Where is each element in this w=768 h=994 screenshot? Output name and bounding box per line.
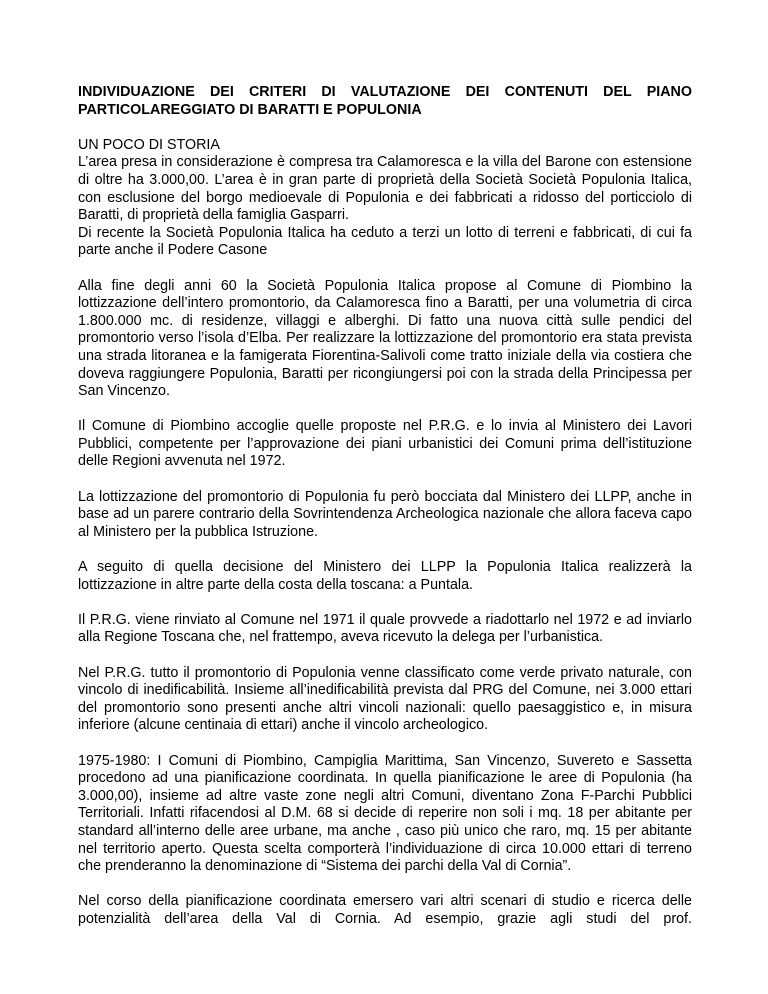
paragraph-prg-returned: Il P.R.G. viene rinviato al Comune nel 1971 il quale provvede a riadottarlo nel 1972 e ad inviarlo alla Regione Toscana che, nel frattempo, aveva ricevuto la delega per l’urbanistica. xyxy=(78,611,692,646)
paragraph-area-description: L’area presa in considerazione è compresa tra Calamoresca e la villa del Barone con estensione di oltre ha 3.000,00. L’area è in gran parte di proprietà della Società Società Populonia Italica, con esclusione del borgo medioevale di Populonia e dei fabbricati a ridosso del porticciolo di Baratti, di proprietà della famiglia Gasparri. xyxy=(78,154,692,224)
section-heading: UN POCO DI STORIA xyxy=(78,136,220,153)
paragraph-pianificazione-coordinata: 1975-1980: I Comuni di Piombino, Campiglia Marittima, San Vincenzo, Suvereto e Sassetta procedono ad una pianificazione coordinata. In quella pianificazione le aree di Populonia (ha 3.000,00), insieme ad altre vaste zone negli altri Comuni, diventano Zona F-Parchi Pubblici Territoriali. Infatti rifacendosi al D.M. 68 si decide di reperire non soli i mq. 18 per abitante per standard all’interno delle aree urbane, ma anche , caso più unico che raro, mq. 15 per abitante nel territorio aperto. Questa scelta comporterà l’individuazione di circa 10.000 ettari di terreno che prenderanno la denominazione di “Sistema dei parchi della Val di Cornia”. xyxy=(78,752,692,875)
paragraph-lottizzazione-proposal: Alla fine degli anni 60 la Società Populonia Italica propose al Comune di Piombino la lottizzazione dell’intero promontorio, da Calamoresca fino a Baratti, per una volumetria di circa 1.800.000 mc. di residenze, villaggi e alberghi. Di fatto una nuova città sulle pendici del promontorio verso l’isola d’Elba. Per realizzare la lottizzazione del promontorio era stata prevista una strada litoranea e la famigerata Fiorentina-Salivoli come tratto iniziale della via costiera che doveva raggiungere Populonia, Baratti per ricongiungersi poi con la strada della Principessa per San Vincenzo. xyxy=(78,277,692,400)
paragraph-puntala: A seguito di quella decisione del Ministero dei LLPP la Populonia Italica realizzerà la lottizzazione in altre parte della costa della toscana: a Puntala. xyxy=(78,559,692,593)
paragraph-ministry-rejection: La lottizzazione del promontorio di Populonia fu però bocciata dal Ministero dei LLPP, anche in base ad un parere contrario della Sovrintendenza Archeologica nazionale che allora faceva capo al Ministero per la pubblica Istruzione. xyxy=(78,488,692,540)
document-title: INDIVIDUAZIONE DEI CRITERI DI VALUTAZIONE DEI CONTENUTI DEL PIANO PARTICOLAREGGIATO DI BARATTI E POPULONIA xyxy=(78,84,692,118)
paragraph-scenari-studio: Nel corso della pianificazione coordinata emersero vari altri scenari di studio e ricerca delle potenzialità dell’area della Val di Cornia. Ad esempio, grazie agli studi del prof. xyxy=(78,893,692,927)
paragraph-prg-ministry: Il Comune di Piombino accoglie quelle proposte nel P.R.G. e lo invia al Ministero dei Lavori Pubblici, competente per l’approvazione dei piani urbanistici dei Comuni prima dell’istituzione delle Regioni avvenuta nel 1972. xyxy=(78,418,692,470)
paragraph-recent-sale: Di recente la Società Populonia Italica ha ceduto a terzi un lotto di terreni e fabbricati, di cui fa parte anche il Podere Casone xyxy=(78,224,692,259)
paragraph-verde-privato: Nel P.R.G. tutto il promontorio di Populonia venne classificato come verde privato naturale, con vincolo di inedificabilità. Insieme all’inedificabilità prevista dal PRG del Comune, nei 3.000 ettari del promontorio sono presenti anche altri vincoli nazionali: quello paesaggistico e, in misura inferiore (alcune centinaia di ettari) anche il vincolo archeologico. xyxy=(78,664,692,734)
document-page xyxy=(78,84,692,946)
